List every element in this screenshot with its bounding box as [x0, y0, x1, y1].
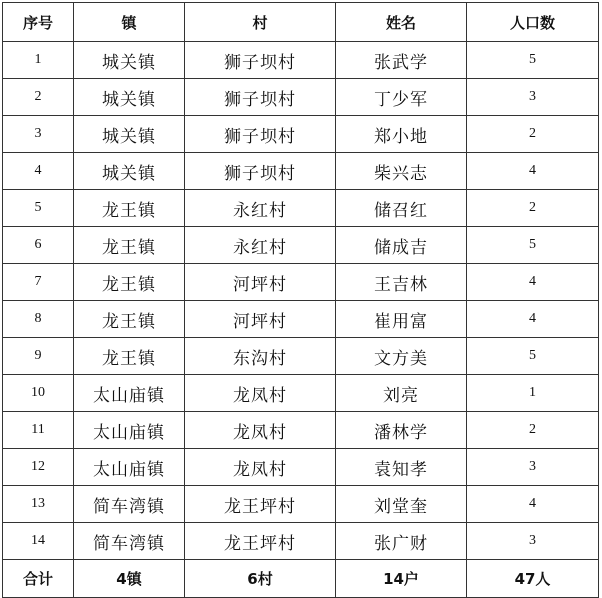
- cell-village: 龙凤村: [185, 449, 336, 486]
- cell-village: 狮子坝村: [185, 42, 336, 79]
- table-row: [3, 264, 599, 301]
- cell-name: 储召红: [336, 190, 467, 227]
- cell-town: 城关镇: [74, 153, 185, 190]
- cell-town: 龙王镇: [74, 301, 185, 338]
- cell-name: 文方美: [336, 338, 467, 375]
- cell-population: 4: [467, 153, 599, 190]
- cell-village: 龙凤村: [185, 375, 336, 412]
- cell-index: 7: [3, 264, 74, 301]
- population-table: [2, 2, 599, 598]
- cell-name: 郑小地: [336, 116, 467, 153]
- cell-population: 3: [467, 79, 599, 116]
- cell-village: 永红村: [185, 227, 336, 264]
- cell-town: 简车湾镇: [74, 523, 185, 560]
- cell-index: 10: [3, 375, 74, 412]
- cell-population: 4: [467, 264, 599, 301]
- table-row: [3, 338, 599, 375]
- table-row: [3, 79, 599, 116]
- cell-name: 刘堂奎: [336, 486, 467, 523]
- table-row: [3, 486, 599, 523]
- cell-population: 4: [467, 486, 599, 523]
- cell-village: 河坪村: [185, 301, 336, 338]
- cell-population: 5: [467, 42, 599, 79]
- cell-index: 2: [3, 79, 74, 116]
- cell-index: 5: [3, 190, 74, 227]
- total-households: 14户: [336, 560, 467, 598]
- header-row: [3, 3, 599, 42]
- total-towns: 4镇: [74, 560, 185, 598]
- total-row: [3, 560, 599, 598]
- cell-index: 13: [3, 486, 74, 523]
- cell-population: 3: [467, 449, 599, 486]
- cell-village: 狮子坝村: [185, 116, 336, 153]
- header-population: 人口数: [467, 3, 599, 42]
- header-name: 姓名: [336, 3, 467, 42]
- table-row: [3, 153, 599, 190]
- cell-population: 4: [467, 301, 599, 338]
- table-row: [3, 375, 599, 412]
- cell-index: 11: [3, 412, 74, 449]
- table-row: [3, 412, 599, 449]
- cell-town: 简车湾镇: [74, 486, 185, 523]
- cell-town: 城关镇: [74, 116, 185, 153]
- cell-index: 6: [3, 227, 74, 264]
- table-row: [3, 42, 599, 79]
- table-row: [3, 301, 599, 338]
- header-index: 序号: [3, 3, 74, 42]
- cell-town: 太山庙镇: [74, 449, 185, 486]
- table-body: [3, 42, 599, 560]
- cell-town: 太山庙镇: [74, 412, 185, 449]
- table-row: [3, 523, 599, 560]
- cell-village: 永红村: [185, 190, 336, 227]
- cell-name: 柴兴志: [336, 153, 467, 190]
- cell-town: 龙王镇: [74, 338, 185, 375]
- total-population: 47人: [467, 560, 599, 598]
- cell-population: 1: [467, 375, 599, 412]
- cell-village: 河坪村: [185, 264, 336, 301]
- cell-name: 崔用富: [336, 301, 467, 338]
- cell-index: 8: [3, 301, 74, 338]
- cell-index: 1: [3, 42, 74, 79]
- cell-name: 王吉林: [336, 264, 467, 301]
- cell-name: 潘林学: [336, 412, 467, 449]
- cell-index: 4: [3, 153, 74, 190]
- cell-town: 太山庙镇: [74, 375, 185, 412]
- cell-index: 9: [3, 338, 74, 375]
- cell-index: 14: [3, 523, 74, 560]
- cell-town: 城关镇: [74, 42, 185, 79]
- cell-population: 2: [467, 190, 599, 227]
- header-town: 镇: [74, 3, 185, 42]
- cell-name: 丁少军: [336, 79, 467, 116]
- cell-town: 龙王镇: [74, 264, 185, 301]
- cell-population: 2: [467, 116, 599, 153]
- cell-name: 刘亮: [336, 375, 467, 412]
- header-village: 村: [185, 3, 336, 42]
- cell-population: 2: [467, 412, 599, 449]
- cell-name: 张武学: [336, 42, 467, 79]
- cell-village: 龙王坪村: [185, 486, 336, 523]
- cell-town: 城关镇: [74, 79, 185, 116]
- table-row: [3, 227, 599, 264]
- cell-village: 东沟村: [185, 338, 336, 375]
- cell-name: 储成吉: [336, 227, 467, 264]
- cell-name: 袁知孝: [336, 449, 467, 486]
- table-row: [3, 116, 599, 153]
- cell-village: 狮子坝村: [185, 79, 336, 116]
- cell-village: 狮子坝村: [185, 153, 336, 190]
- cell-population: 3: [467, 523, 599, 560]
- cell-index: 12: [3, 449, 74, 486]
- cell-town: 龙王镇: [74, 190, 185, 227]
- total-villages: 6村: [185, 560, 336, 598]
- table-row: [3, 190, 599, 227]
- total-label: 合计: [3, 560, 74, 598]
- cell-population: 5: [467, 227, 599, 264]
- cell-village: 龙凤村: [185, 412, 336, 449]
- cell-index: 3: [3, 116, 74, 153]
- cell-town: 龙王镇: [74, 227, 185, 264]
- cell-population: 5: [467, 338, 599, 375]
- cell-village: 龙王坪村: [185, 523, 336, 560]
- table-row: [3, 449, 599, 486]
- cell-name: 张广财: [336, 523, 467, 560]
